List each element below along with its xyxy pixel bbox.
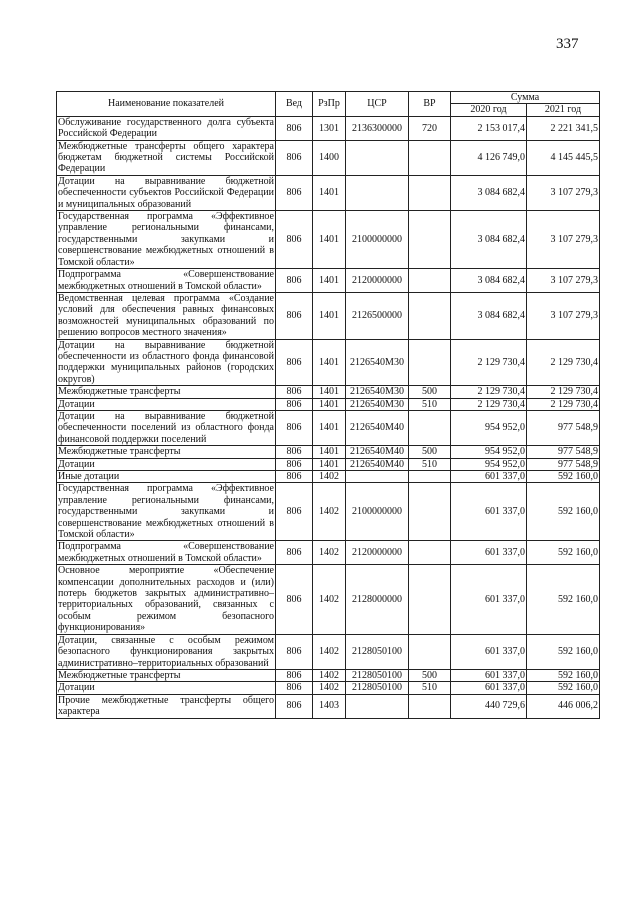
row-ved: 806 — [276, 140, 313, 175]
row-sum-2021: 3 107 279,3 — [527, 175, 600, 210]
row-sum-2021: 2 129 730,4 — [527, 339, 600, 386]
row-sum-2020: 601 337,0 — [451, 682, 527, 694]
row-vr: 500 — [409, 386, 451, 398]
row-ved: 806 — [276, 565, 313, 634]
row-csr: 2100000000 — [346, 483, 409, 541]
row-name: Основное мероприятие «Обеспечение компенсации дополнительных расходов и (или) потерь бюджетов закрытых административно–территориальных образований, связанных с особым режимом безопасного функционирования» — [58, 565, 274, 634]
row-sum-2021: 4 145 445,5 — [527, 140, 600, 175]
row-ved: 806 — [276, 541, 313, 565]
row-vr: 510 — [409, 458, 451, 470]
table-row — [57, 471, 600, 483]
row-ved: 806 — [276, 175, 313, 210]
row-rzpr: 1402 — [313, 541, 346, 565]
row-sum-2020: 601 337,0 — [451, 565, 527, 634]
row-sum-2021: 592 160,0 — [527, 682, 600, 694]
row-sum-2020: 601 337,0 — [451, 634, 527, 669]
row-sum-2021: 592 160,0 — [527, 565, 600, 634]
budget-table — [56, 91, 600, 719]
row-sum-2020: 954 952,0 — [451, 458, 527, 470]
row-sum-2020: 4 126 749,0 — [451, 140, 527, 175]
row-vr — [409, 269, 451, 293]
row-sum-2020: 3 084 682,4 — [451, 175, 527, 210]
row-vr — [409, 339, 451, 386]
row-vr — [409, 175, 451, 210]
table-row — [57, 458, 600, 470]
row-csr: 2126540М30 — [346, 386, 409, 398]
row-vr — [409, 211, 451, 269]
row-vr — [409, 541, 451, 565]
row-csr: 2126500000 — [346, 292, 409, 339]
row-sum-2020: 2 153 017,4 — [451, 116, 527, 140]
table-row — [57, 446, 600, 458]
table-row — [57, 211, 600, 269]
row-vr: 500 — [409, 446, 451, 458]
row-rzpr: 1401 — [313, 339, 346, 386]
row-rzpr: 1401 — [313, 446, 346, 458]
row-csr — [346, 175, 409, 210]
row-rzpr: 1402 — [313, 565, 346, 634]
row-name: Межбюджетные трансферты — [57, 446, 276, 458]
row-sum-2021: 977 548,9 — [527, 446, 600, 458]
row-csr — [346, 694, 409, 718]
row-name: Прочие межбюджетные трансферты общего характера — [58, 694, 274, 718]
row-name: Межбюджетные трансферты — [57, 669, 276, 681]
row-name: Межбюджетные трансферты — [57, 386, 276, 398]
row-sum-2021: 2 221 341,5 — [527, 116, 600, 140]
row-name: Иные дотации — [57, 471, 276, 483]
row-vr — [409, 483, 451, 541]
table-row — [57, 140, 600, 175]
table-row — [57, 483, 600, 541]
row-csr: 2100000000 — [346, 211, 409, 269]
row-vr: 510 — [409, 682, 451, 694]
header-sum: Сумма — [451, 92, 600, 104]
row-ved: 806 — [276, 471, 313, 483]
row-sum-2020: 2 129 730,4 — [451, 398, 527, 410]
row-rzpr: 1402 — [313, 669, 346, 681]
row-sum-2021: 3 107 279,3 — [527, 292, 600, 339]
row-ved: 806 — [276, 116, 313, 140]
table-row — [57, 292, 600, 339]
row-sum-2020: 2 129 730,4 — [451, 386, 527, 398]
row-name: Государственная программа «Эффективное управление региональными финансами, государственными закупками и совершенствование межбюджетных отношений в Томской области» — [58, 211, 274, 268]
row-csr: 2136300000 — [346, 116, 409, 140]
row-name: Дотации — [57, 682, 276, 694]
row-sum-2021: 2 129 730,4 — [527, 398, 600, 410]
row-sum-2021: 446 006,2 — [527, 694, 600, 718]
table-row — [57, 269, 600, 293]
row-vr: 720 — [409, 116, 451, 140]
row-ved: 806 — [276, 669, 313, 681]
row-vr: 510 — [409, 398, 451, 410]
row-sum-2021: 592 160,0 — [527, 483, 600, 541]
row-vr — [409, 565, 451, 634]
row-rzpr: 1402 — [313, 483, 346, 541]
row-name: Обслуживание государственного долга субъекта Российской Федерации — [58, 116, 274, 140]
row-sum-2021: 3 107 279,3 — [527, 269, 600, 293]
row-sum-2021: 977 548,9 — [527, 458, 600, 470]
row-sum-2020: 2 129 730,4 — [451, 339, 527, 386]
row-rzpr: 1401 — [313, 386, 346, 398]
row-sum-2020: 954 952,0 — [451, 410, 527, 445]
row-rzpr: 1402 — [313, 634, 346, 669]
row-sum-2021: 3 107 279,3 — [527, 211, 600, 269]
row-sum-2020: 954 952,0 — [451, 446, 527, 458]
row-ved: 806 — [276, 269, 313, 293]
row-vr — [409, 471, 451, 483]
row-name: Государственная программа «Эффективное управление региональными финансами, государственными закупками и совершенствование межбюджетных отношений в Томской области» — [58, 483, 274, 541]
row-rzpr: 1301 — [313, 116, 346, 140]
table-row — [57, 410, 600, 445]
table-row — [57, 398, 600, 410]
row-rzpr: 1401 — [313, 398, 346, 410]
row-name: Дотации на выравнивание бюджетной обеспеченности из областного фонда финансовой поддержки муниципальных районов (городских округов) — [58, 339, 274, 385]
header-csr: ЦСР — [346, 92, 409, 117]
row-sum-2020: 3 084 682,4 — [451, 211, 527, 269]
row-rzpr: 1403 — [313, 694, 346, 718]
row-vr — [409, 634, 451, 669]
row-sum-2021: 2 129 730,4 — [527, 386, 600, 398]
row-csr: 2120000000 — [346, 269, 409, 293]
row-name: Дотации на выравнивание бюджетной обеспеченности субъектов Российской Федерации и муниципальных образований — [58, 175, 274, 210]
row-csr: 2120000000 — [346, 541, 409, 565]
row-rzpr: 1401 — [313, 410, 346, 445]
row-sum-2021: 977 548,9 — [527, 410, 600, 445]
row-vr — [409, 292, 451, 339]
row-csr: 2126540М30 — [346, 398, 409, 410]
row-sum-2021: 592 160,0 — [527, 669, 600, 681]
header-ved: Вед — [276, 92, 313, 117]
row-rzpr: 1401 — [313, 175, 346, 210]
row-csr — [346, 471, 409, 483]
row-sum-2020: 440 729,6 — [451, 694, 527, 718]
table-row — [57, 116, 600, 140]
header-vr: ВР — [409, 92, 451, 117]
row-ved: 806 — [276, 292, 313, 339]
row-name: Межбюджетные трансферты общего характера бюджетам бюджетной системы Российской Федерации — [58, 140, 274, 175]
row-rzpr: 1401 — [313, 292, 346, 339]
row-ved: 806 — [276, 634, 313, 669]
row-ved: 806 — [276, 398, 313, 410]
row-csr: 2126540М30 — [346, 339, 409, 386]
row-rzpr: 1400 — [313, 140, 346, 175]
row-ved: 806 — [276, 694, 313, 718]
row-rzpr: 1402 — [313, 471, 346, 483]
row-ved: 806 — [276, 483, 313, 541]
table-row — [57, 541, 600, 565]
row-sum-2020: 3 084 682,4 — [451, 292, 527, 339]
table-row — [57, 386, 600, 398]
row-sum-2020: 601 337,0 — [451, 483, 527, 541]
row-sum-2020: 601 337,0 — [451, 541, 527, 565]
row-ved: 806 — [276, 458, 313, 470]
row-ved: 806 — [276, 682, 313, 694]
row-rzpr: 1401 — [313, 269, 346, 293]
row-vr — [409, 694, 451, 718]
table-row — [57, 694, 600, 718]
row-sum-2021: 592 160,0 — [527, 541, 600, 565]
row-csr: 2128050100 — [346, 634, 409, 669]
table-body — [57, 116, 600, 718]
row-ved: 806 — [276, 446, 313, 458]
row-name: Дотации, связанные с особым режимом безопасного функционирования закрытых административно–территориальных образований — [58, 634, 274, 669]
row-rzpr: 1401 — [313, 458, 346, 470]
row-csr: 2126540М40 — [346, 458, 409, 470]
row-name: Дотации — [57, 458, 276, 470]
row-name: Дотации на выравнивание бюджетной обеспеченности поселений из областного фонда финансовой поддержки поселений — [58, 410, 274, 445]
header-2020: 2020 год — [451, 104, 527, 116]
row-sum-2020: 3 084 682,4 — [451, 269, 527, 293]
row-name: Подпрограмма «Совершенствование межбюджетных отношений в Томской области» — [58, 541, 274, 564]
table-row — [57, 669, 600, 681]
row-rzpr: 1401 — [313, 211, 346, 269]
row-csr: 2126540М40 — [346, 410, 409, 445]
row-vr — [409, 410, 451, 445]
row-sum-2020: 601 337,0 — [451, 471, 527, 483]
header-name: Наименование показателей — [57, 92, 276, 117]
row-csr: 2128000000 — [346, 565, 409, 634]
row-csr — [346, 140, 409, 175]
table-row — [57, 565, 600, 634]
row-vr — [409, 140, 451, 175]
row-sum-2021: 592 160,0 — [527, 634, 600, 669]
row-ved: 806 — [276, 339, 313, 386]
row-ved: 806 — [276, 386, 313, 398]
table-row — [57, 634, 600, 669]
row-name: Подпрограмма «Совершенствование межбюджетных отношений в Томской области» — [58, 269, 274, 292]
row-csr: 2128050100 — [346, 669, 409, 681]
table-row — [57, 339, 600, 386]
table-row — [57, 175, 600, 210]
row-rzpr: 1402 — [313, 682, 346, 694]
row-sum-2021: 592 160,0 — [527, 471, 600, 483]
row-name: Ведомственная целевая программа «Создание условий для обеспечения равных финансовых возможностей муниципальных образований по решению вопросов местного значения» — [58, 292, 274, 339]
header-rzpr: РзПр — [313, 92, 346, 117]
header-2021: 2021 год — [527, 104, 600, 116]
row-csr: 2128050100 — [346, 682, 409, 694]
row-vr: 500 — [409, 669, 451, 681]
row-sum-2020: 601 337,0 — [451, 669, 527, 681]
table-row — [57, 682, 600, 694]
row-name: Дотации — [57, 398, 276, 410]
page-number: 337 — [556, 36, 579, 52]
row-ved: 806 — [276, 410, 313, 445]
row-ved: 806 — [276, 211, 313, 269]
row-csr: 2126540М40 — [346, 446, 409, 458]
